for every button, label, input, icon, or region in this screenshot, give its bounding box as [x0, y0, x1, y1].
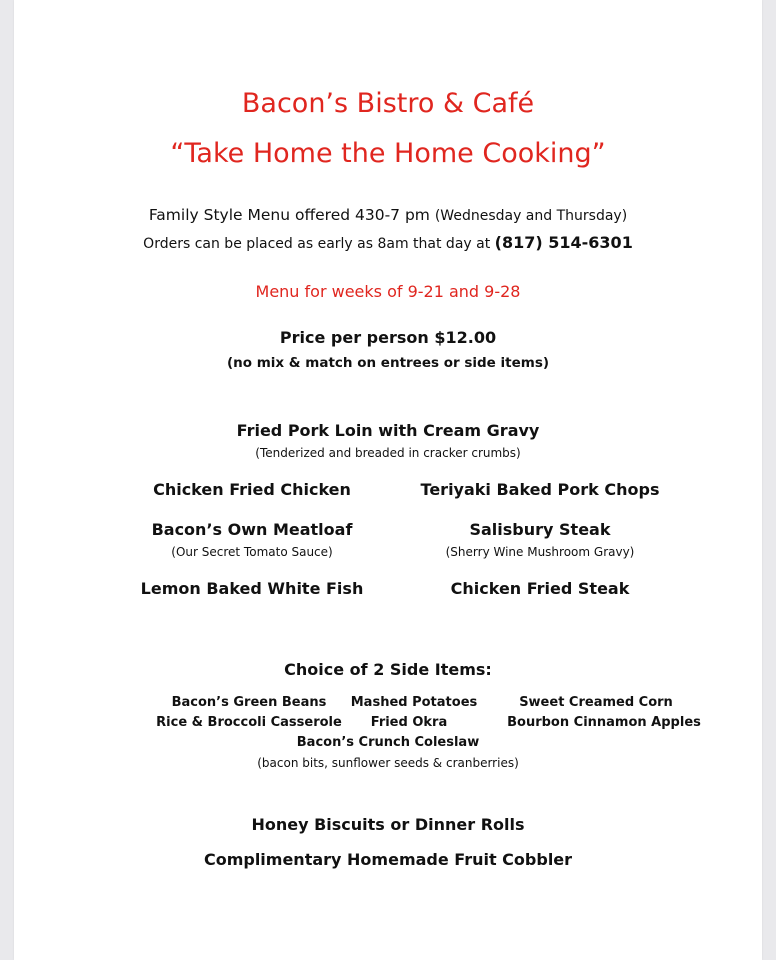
menu-weeks: Menu for weeks of 9-21 and 9-28	[255, 282, 521, 301]
side-item: Mashed Potatoes	[350, 695, 478, 710]
price-note: (no mix & match on entrees or side items)	[226, 355, 550, 371]
service-hours	[14, 206, 762, 224]
menu-page	[14, 0, 762, 960]
side-item: Bourbon Cinnamon Apples	[507, 715, 701, 730]
entree-item: Bacon’s Own Meatloaf	[151, 520, 353, 539]
coleslaw-note: (bacon bits, sunflower seeds & cranberries)	[257, 756, 519, 770]
side-item: Fried Okra	[370, 715, 448, 730]
sides-heading: Choice of 2 Side Items:	[284, 660, 492, 679]
order-info	[14, 233, 762, 252]
entree-item: Chicken Fried Chicken	[153, 480, 351, 499]
entree-item: Lemon Baked White Fish	[140, 579, 364, 598]
price-per-person: Price per person $12.00	[279, 328, 497, 347]
entree-note: (Our Secret Tomato Sauce)	[171, 545, 333, 559]
entree-note: (Sherry Wine Mushroom Gravy)	[445, 545, 635, 559]
restaurant-name: Bacon’s Bistro & Café	[241, 88, 535, 119]
service-hours-text: Family Style Menu offered 430-7 pm	[148, 206, 430, 224]
entree-item: Salisbury Steak	[469, 520, 611, 539]
tagline: “Take Home the Home Cooking”	[170, 138, 606, 169]
service-days: (Wednesday and Thursday)	[434, 208, 628, 224]
bread-option: Honey Biscuits or Dinner Rolls	[251, 815, 525, 834]
side-item: Bacon’s Green Beans	[171, 695, 327, 710]
side-item: Sweet Creamed Corn	[519, 695, 673, 710]
dessert-option: Complimentary Homemade Fruit Cobbler	[203, 850, 573, 869]
side-item-coleslaw: Bacon’s Crunch Coleslaw	[296, 735, 480, 750]
entree-item: Chicken Fried Steak	[450, 579, 630, 598]
featured-entree: Fried Pork Loin with Cream Gravy	[236, 421, 540, 440]
featured-entree-note: (Tenderized and breaded in cracker crumbs)	[255, 446, 521, 460]
order-info-text: Orders can be placed as early as 8am that day at	[143, 236, 491, 252]
phone-number: (817) 514-6301	[494, 233, 633, 252]
entree-item: Teriyaki Baked Pork Chops	[420, 480, 660, 499]
side-item: Rice & Broccoli Casserole	[156, 715, 342, 730]
